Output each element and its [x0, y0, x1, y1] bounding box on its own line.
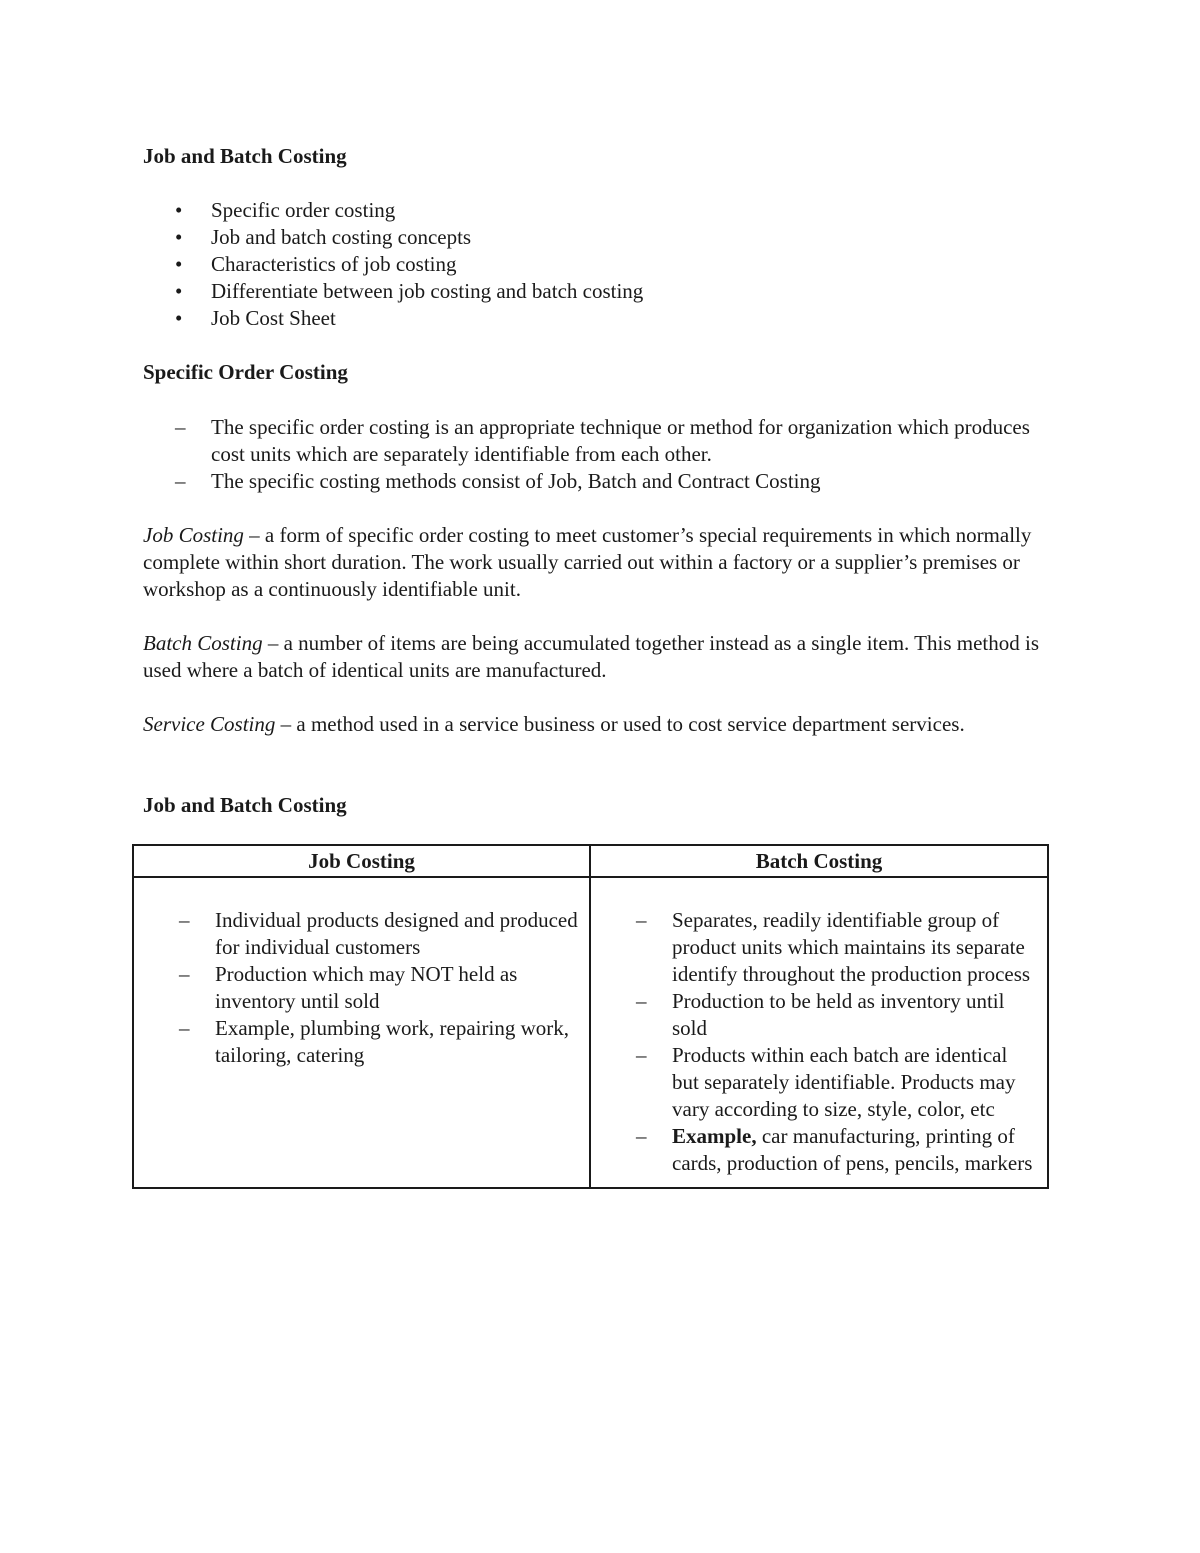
definition-service-costing: Service Costing – a method used in a service business or used to cost service department services.: [143, 712, 965, 736]
topics-list: [143, 197, 1063, 332]
document-title: Job and Batch Costing: [143, 144, 347, 168]
dash-icon: –: [636, 1043, 647, 1067]
term: Batch Costing: [143, 631, 263, 655]
definition-batch-costing: Batch Costing – a number of items are being accumulated together instead as a single item. This method is used where a batch of identical units are manufactured.: [143, 631, 1039, 682]
term: Service Costing: [143, 712, 276, 736]
bullet-icon: •: [175, 252, 183, 276]
list-item: • Characteristics of job costing: [175, 252, 457, 276]
list-item: – Separates, readily identifiable group of product units which maintains its separate identify throughout the production process: [636, 908, 1031, 986]
job-costing-cell: [133, 877, 590, 1188]
batch-costing-cell: [590, 877, 1048, 1188]
list-item: – Production to be held as inventory until sold: [636, 989, 1005, 1040]
list-item: – Individual products designed and produced for individual customers: [179, 908, 578, 959]
bullet-icon: •: [175, 225, 183, 249]
column-header-batch-costing: Batch Costing: [590, 845, 1048, 877]
section-heading-specific-order: Specific Order Costing: [143, 360, 348, 384]
bullet-icon: •: [175, 198, 183, 222]
table-header-row: [133, 845, 1048, 877]
specific-points-list: [143, 414, 1063, 495]
dash-icon: –: [179, 962, 190, 986]
definition-job-costing: Job Costing – a form of specific order costing to meet customer’s special requirements in which normally complete within short duration. The work usually carried out within a factory or a supplier’s premises or workshop as a continuously identifiable unit.: [143, 523, 1032, 601]
term: Job Costing: [143, 523, 244, 547]
list-item: – Products within each batch are identical but separately identifiable. Products may vary according to size, style, color, etc: [636, 1043, 1016, 1121]
dash-icon: –: [636, 989, 647, 1013]
list-item: – Production which may NOT held as inventory until sold: [179, 962, 518, 1013]
list-item: • Specific order costing: [175, 198, 396, 222]
list-item: • Job and batch costing concepts: [175, 225, 472, 249]
example-label: Example,: [672, 1124, 757, 1148]
dash-icon: –: [179, 908, 190, 932]
comparison-table: [132, 844, 1049, 1189]
column-header-job-costing: Job Costing: [133, 845, 590, 877]
list-item: – Example, plumbing work, repairing work, tailoring, catering: [179, 1016, 570, 1067]
table-row: [133, 877, 1048, 1188]
list-item: • Differentiate between job costing and batch costing: [175, 279, 644, 303]
list-item: – The specific costing methods consist of Job, Batch and Contract Costing: [175, 469, 821, 493]
section-heading-comparison: Job and Batch Costing: [143, 793, 347, 817]
dash-icon: –: [179, 1016, 190, 1040]
list-item: – Example, car manufacturing, printing of cards, production of pens, pencils, markers: [636, 1124, 1033, 1175]
dash-icon: –: [636, 1124, 647, 1148]
list-item: • Job Cost Sheet: [175, 306, 336, 330]
dash-icon: –: [175, 415, 186, 439]
batch-points-list: [591, 907, 1047, 1177]
job-points-list: [134, 907, 589, 1069]
bullet-icon: •: [175, 279, 183, 303]
dash-icon: –: [175, 469, 186, 493]
bullet-icon: •: [175, 306, 183, 330]
list-item: – The specific order costing is an appropriate technique or method for organization which produces cost units which are separately identifiable from each other.: [175, 415, 1030, 466]
dash-icon: –: [636, 908, 647, 932]
